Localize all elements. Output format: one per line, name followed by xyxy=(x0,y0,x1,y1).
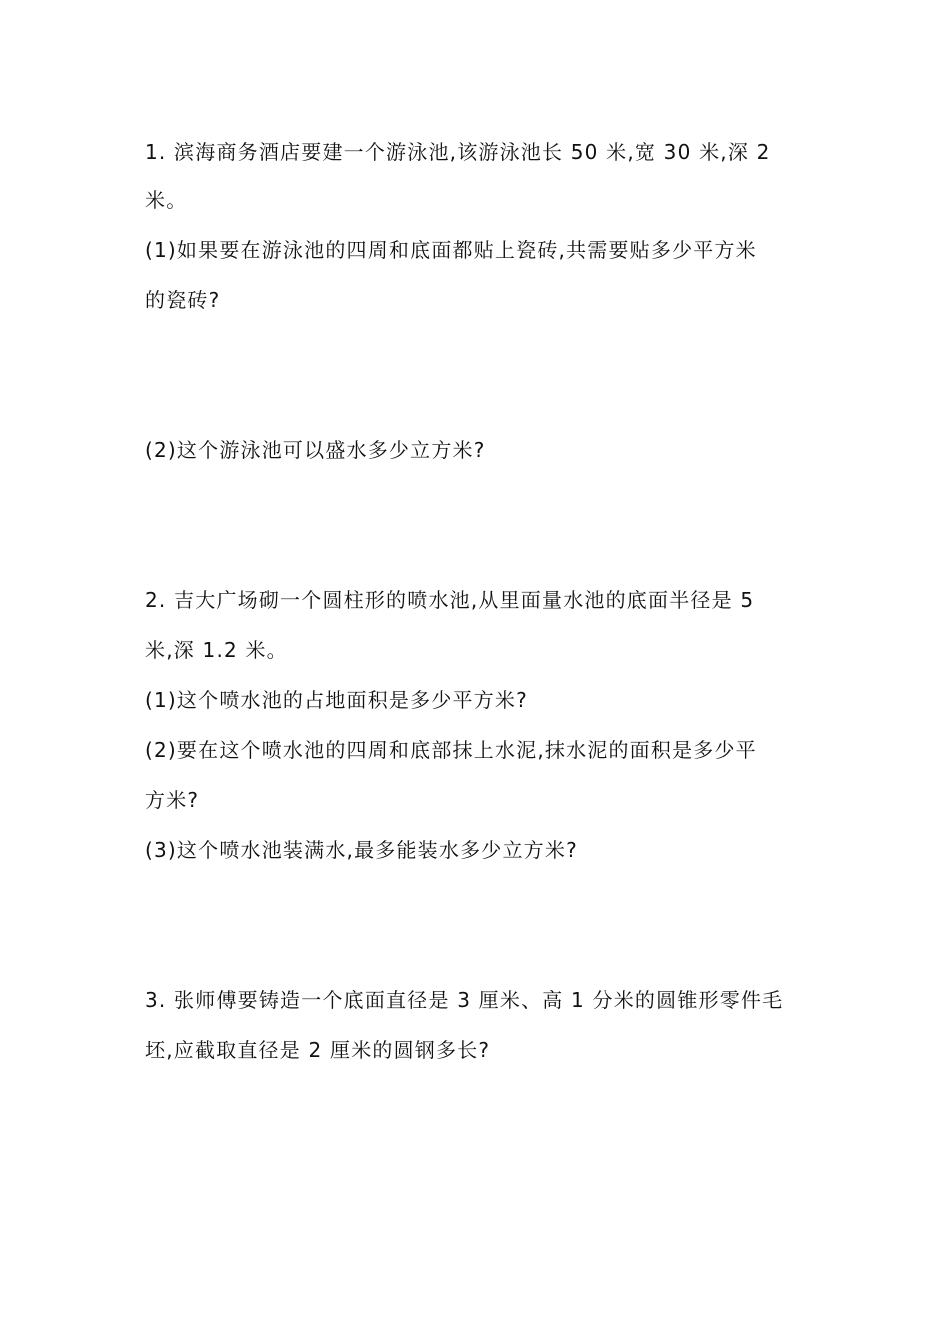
problem-1-statement-cont: 米。 xyxy=(145,188,188,212)
problem-1-statement: 1. 滨海商务酒店要建一个游泳池,该游泳池长 50 米,宽 30 米,深 2 xyxy=(145,140,771,164)
problem-3-statement: 3. 张师傅要铸造一个底面直径是 3 厘米、高 1 分米的圆锥形零件毛 xyxy=(145,988,784,1012)
problem-2-question-3: (3)这个喷水池装满水,最多能装水多少立方米? xyxy=(145,838,578,862)
problem-2-question-1: (1)这个喷水池的占地面积是多少平方米? xyxy=(145,688,528,712)
problem-3-statement-cont: 坯,应截取直径是 2 厘米的圆钢多长? xyxy=(145,1038,491,1062)
problem-1-question-2: (2)这个游泳池可以盛水多少立方米? xyxy=(145,438,486,462)
problem-1-question-1: (1)如果要在游泳池的四周和底面都贴上瓷砖,共需要贴多少平方米 xyxy=(145,238,757,262)
problem-1-question-1-cont: 的瓷砖? xyxy=(145,288,221,312)
problem-2-question-2-cont: 方米? xyxy=(145,788,200,812)
problem-2-question-2: (2)要在这个喷水池的四周和底部抹上水泥,抹水泥的面积是多少平 xyxy=(145,738,757,762)
problem-2-statement-cont: 米,深 1.2 米。 xyxy=(145,638,288,662)
problem-2-statement: 2. 吉大广场砌一个圆柱形的喷水池,从里面量水池的底面半径是 5 xyxy=(145,588,755,612)
